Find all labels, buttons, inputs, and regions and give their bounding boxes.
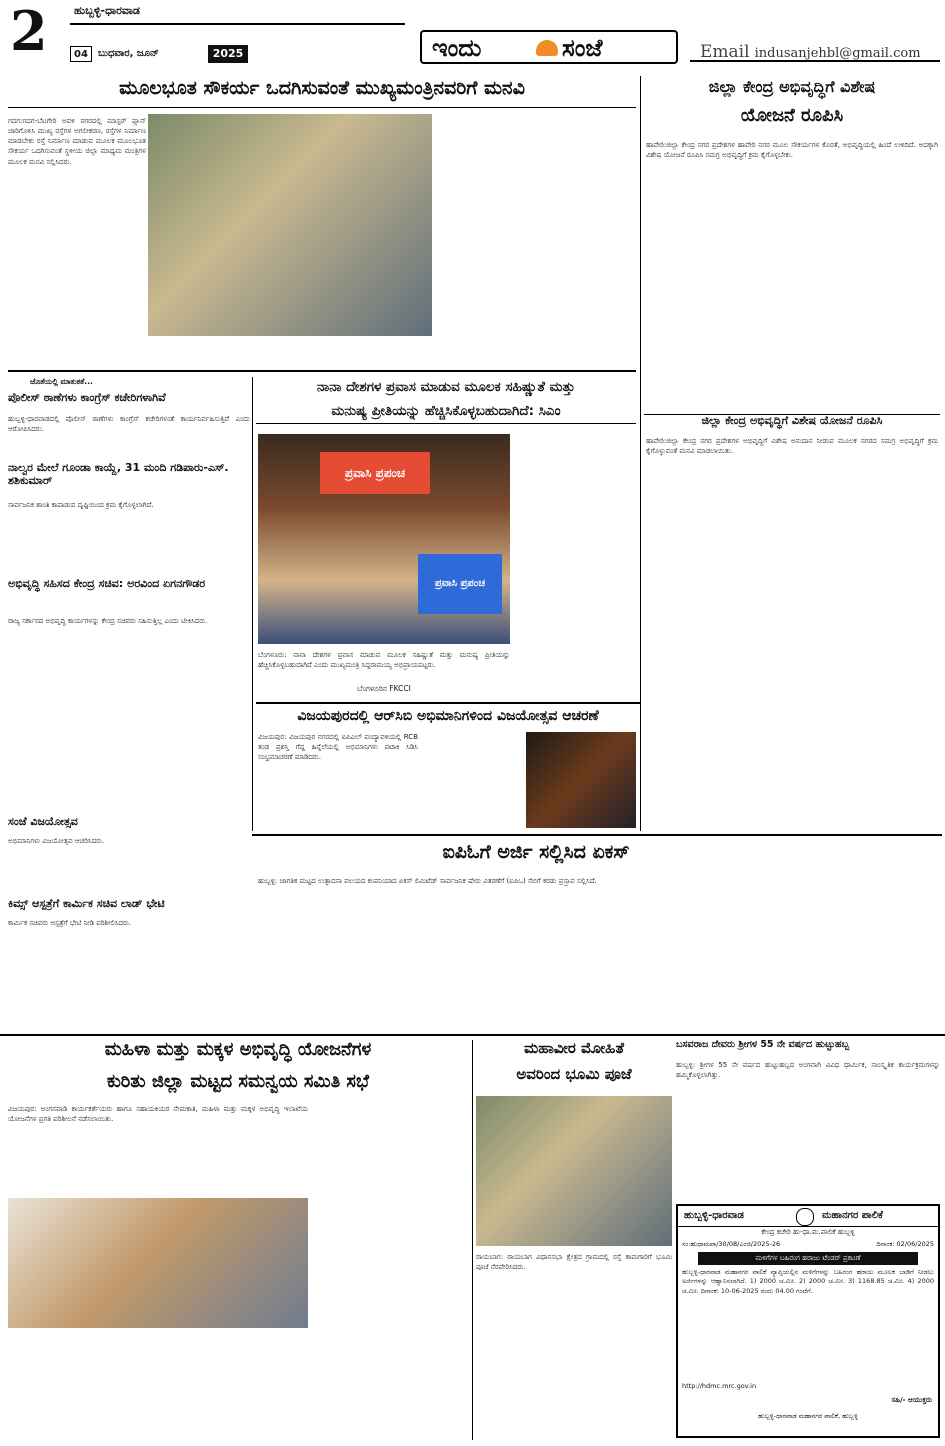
horizontal-rule-mid <box>252 834 942 836</box>
article6-headline-2: ಕುರಿತು ಜಿಲ್ಲಾ ಮಟ್ಟದ ಸಮನ್ವಯ ಸಮಿತಿ ಸಭೆ <box>106 1072 370 1092</box>
article2-headline-1: ಜಿಲ್ಲಾ ಕೇಂದ್ರ ಅಭಿವೃದ್ಧಿಗೆ ವಿಶೇಷ <box>708 78 876 96</box>
article1-headline: ಮೂಲಭೂತ ಸೌಕರ್ಯ ಒದಗಿಸುವಂತೆ ಮುಖ್ಯಮಂತ್ರಿನವರಿಗೆ ಮನವಿ <box>8 78 636 108</box>
vertical-rule-left <box>252 377 253 831</box>
article3-headline-2: ಮನುಷ್ಯ ಪ್ರೀತಿಯನ್ನು ಹೆಚ್ಚಿಸಿಕೊಳ್ಳಬಹುದಾಗಿದೆ: ಸಿಎಂ <box>256 404 636 424</box>
year-label: 2025 <box>208 45 248 63</box>
article8-body: ಹುಬ್ಬಳ್ಳಿ: ಶ್ರೀಗಳ 55 ನೇ ವರ್ಷದ ಹುಟ್ಟುಹಬ್ಬದ ಅಂಗವಾಗಿ ವಿವಿಧ ಧಾರ್ಮಿಕ, ಸಾಂಸ್ಕೃತಿಕ ಕಾರ್ಯಕ್ರಮಗಳನ್ನು ಹಮ್ಮಿಕೊಳ್ಳಲಾಗಿತ್ತು. <box>676 1061 940 1080</box>
brief-2-body: ಸಾರ್ವಜನಿಕ ಶಾಂತಿ ಕಾಪಾಡುವ ದೃಷ್ಟಿಯಿಂದ ಕ್ರಮ ಕೈಗೊಳ್ಳಲಾಗಿದೆ. <box>8 501 154 509</box>
email-label: Email <box>700 42 750 62</box>
notice-title-bar <box>678 1206 938 1227</box>
article4-col-2 <box>422 732 522 828</box>
article4-headline: ವಿಜಯಪುರದಲ್ಲಿ ಆರ್‌ಸಿಬಿ ಅಭಿಮಾನಿಗಳಿಂದ ವಿಜಯೋತ್ಸವ ಆಚರಣೆ <box>256 702 640 728</box>
tender-notice <box>676 1204 940 1438</box>
article3-caption: ಬೆಂಗಳೂರಿನ FKCCI <box>357 684 411 693</box>
article2-body: ಹಾವೇರಿ:ಜಿಲ್ಲಾ ಕೇಂದ್ರ ನಗರ ಪ್ರದೇಶಗಳ ಹಾವೇರಿ ನಗರ ಮೂಲ ಸೌಕರ್ಯಗಳ ಕೊರತೆ, ಅಭಿವೃದ್ಧಿಯಲ್ಲಿ ಹಿಂದೆ ಉಳಿದಿದೆ. ಅದಕ್ಕಾಗಿ ವಿಶೇಷ ಯೋಜನೆ ರೂಪಿಸಿ ಸಮಗ್ರ ಅಭಿವೃದ್ಧಿಗೆ ಕ್ರಮ ಕೈಗೊಳ್ಳಬೇಕು. <box>646 141 938 160</box>
article7-headline-2: ಅವರಿಂದ ಭೂಮಿ ಪೂಜೆ <box>516 1066 632 1083</box>
article2b-body: ಹಾವೇರಿ:ಜಿಲ್ಲಾ ಕೇಂದ್ರ ನಗರ ಪ್ರದೇಶಗಳ ಅಭಿವೃದ್ಧಿಗೆ ವಿಶೇಷ ಅನುದಾನ ನೀಡುವ ಮೂಲಕ ನಗರದ ಸಮಗ್ರ ಅಭಿವೃದ್ಧಿಗೆ ಕ್ರಮ ಕೈಗೊಳ್ಳುವಂತೆ ಮನವಿ ಮಾಡಲಾಯಿತು. <box>646 437 938 456</box>
article4-body: ವಿಜಯಪುರ: ವಿಜಯಪುರ ನಗರದಲ್ಲಿ ಐಪಿಎಲ್ ಪಂದ್ಯಾವಳಿಯಲ್ಲಿ RCB ತಂಡ ಪ್ರಶಸ್ತಿ ಗೆದ್ದ ಹಿನ್ನೆಲೆಯಲ್ಲಿ ಅಭಿಮಾನಿಗಳು ಪಟಾಕಿ ಸಿಡಿಸಿ ಸಂಭ್ರಮಾಚರಣೆ ಮಾಡಿದರು. <box>258 733 418 762</box>
article3-headline-1: ನಾನಾ ದೇಶಗಳ ಪ್ರವಾಸ ಮಾಡುವ ಮೂಲಕ ಸಹಿಷ್ಣುತೆ ಮತ್ತು <box>316 380 576 395</box>
brief-4-body: ಅಭಿಮಾನಿಗಳು ವಿಜಯೋತ್ಸವ ಆಚರಿಸಿದರು. <box>8 837 105 845</box>
edition-number: 04 <box>70 46 92 62</box>
article3-col-right <box>514 434 636 696</box>
brief-5-body: ಕಾರ್ಮಿಕ ಸಚಿವರು ಆಸ್ಪತ್ರೆಗೆ ಭೇಟಿ ನೀಡಿ ಪರಿಶೀಲಿಸಿದರು. <box>8 919 132 927</box>
notice-title-right: ಮಹಾನಗರ ಪಾಲಿಕೆ <box>822 1210 883 1221</box>
article6-headline-1: ಮಹಿಳಾ ಮತ್ತು ಮಕ್ಕಳ ಅಭಿವೃದ್ಧಿ ಯೋಜನೆಗಳ <box>104 1040 372 1060</box>
section-label: ಜೊತೆಯಲ್ಲಿ ಮಾತುಕತೆ... <box>30 377 93 386</box>
notice-title-left: ಹುಬ್ಬಳ್ಳಿ-ಧಾರವಾಡ <box>684 1210 744 1221</box>
cm-speech-photo <box>258 434 510 644</box>
notice-website[interactable]: http://hdmc.mrc.gov.in <box>682 1382 757 1390</box>
brief-2-headline: ನಾಲ್ವರ ಮೇಲೆ ಗೂಂಡಾ ಕಾಯ್ದೆ, 31 ಮಂದಿ ಗಡಿಪಾರು-ಎಸ್. ಶಶಿಕುಮಾರ್ <box>8 462 229 487</box>
notice-ref: ಸಂ:ಹುಧಾಮಪಾ/30/08/ಎಂಜಿ/2025-26 <box>682 1240 781 1248</box>
paper-logo <box>420 30 678 64</box>
stage-banner-text: ಪ್ರವಾಸಿ ಪ್ರಪಂಚ <box>344 466 406 480</box>
article1-bottom-cols <box>8 338 636 372</box>
stage-banner <box>320 452 430 494</box>
horizontal-rule-lower <box>0 1034 945 1036</box>
notice-heading: ಮಳಿಗೆಗಳ ಬಹಿರಂಗ ಹರಾಜು ಟೆಂಡರ್ ಪ್ರಕಟಣೆ <box>698 1252 918 1265</box>
article7-headline-1: ಮಹಾವೀರ ಮೋಹಿತೆ <box>523 1040 625 1057</box>
podium-banner <box>418 554 502 614</box>
brief-4-headline: ಸಂಜೆ ವಿಜಯೋತ್ಸವ <box>8 816 78 828</box>
brief-1-headline: ಪೊಲೀಸ್ ಠಾಣೆಗಳು ಕಾಂಗ್ರೆಸ್ ಕಚೇರಿಗಳಾಗಿವೆ <box>8 392 166 404</box>
article2b-headline: ಜಿಲ್ಲಾ ಕೇಂದ್ರ ಅಭಿವೃದ್ಧಿಗೆ ವಿಶೇಷ ಯೋಜನೆ ರೂಪಿಸಿ <box>644 414 940 432</box>
email-address: indusanjehbl@gmail.com <box>754 46 921 61</box>
date-label: ಬುಧವಾರ, ಜೂನ್ <box>98 48 159 59</box>
notice-footer: ಹುಬ್ಬಳ್ಳಿ-ಧಾರವಾಡ ಮಹಾನಗರ ಪಾಲಿಕೆ, ಹುಬ್ಬಳ್ಳಿ <box>758 1412 858 1420</box>
article7-body: ರಾಯಬಾಗ: ರಾಯಬಾಗ ವಿಧಾನಸಭಾ ಕ್ಷೇತ್ರದ ಗ್ರಾಮದಲ್ಲಿ ರಸ್ತೆ ಕಾಮಗಾರಿಗೆ ಭೂಮಿ ಪೂಜೆ ನೆರವೇರಿಸಿದರು. <box>476 1253 672 1272</box>
article5-headline: ಐಪಿಓಗೆ ಅರ್ಜಿ ಸಲ್ಲಿಸಿದ ಏಕಸ್ <box>442 842 630 863</box>
page-number: 2 <box>10 4 48 58</box>
committee-meeting-photo <box>8 1198 308 1328</box>
article6-bottom <box>8 1332 468 1438</box>
logo-text-left: ಇಂದು <box>432 34 482 62</box>
article1-lead: ಗದಗ:ಗದಗ-ಬೆಟಗೇರಿ ಅವಳಿ ನಗರದಲ್ಲಿ ಮಾಸ್ಟರ್ ಪ್ಲಾನ್ ಜಾರಿಗೊಳಿಸಿ ಮುಖ್ಯ ರಸ್ತೆಗಳ ಅಗಲೀಕರಣ, ರಸ್ತೆಗಳ ನಿರ್ಮಾಣ ಮಾಡಬೇಕು ರಸ್ತೆ ನಿರ್ಮಾಣ ಮಾಡುವ ಮೂಲಕ ಮೂಲಭೂತ ಸೌಕರ್ಯ ಒದಗಿಸುವಂತೆ ಸ್ಥಳೀಯ ಜಿಲ್ಲಾ ಮಾಧ್ಯಮ ಮಂತ್ರಿಗಳ ಮೂಲಕ ಮನವಿ ಸಲ್ಲಿಸಿದರು. <box>8 117 146 166</box>
notice-signature: ಸಹಿ/- ಆಯುಕ್ತರು <box>891 1396 932 1404</box>
email-block <box>700 42 942 62</box>
notice-subtitle: ಕೇಂದ್ರ ಕಚೇರಿ ಹು-ಧಾ.ಮ.ಪಾಲಿಕೆ ಹುಬ್ಬಳ್ಳಿ <box>761 1228 855 1236</box>
vertical-rule-lower <box>472 1040 473 1440</box>
masthead <box>0 0 945 68</box>
article5-body: ಹುಬ್ಬಳ್ಳಿ: ಜಾಗತಿಕ ಮಟ್ಟದ ಉತ್ಪಾದನಾ ವಲಯದ ಕಂಪನಿಯಾದ ಏಕಸ್ ಲಿಮಿಟೆಡ್ ಸಾರ್ವಜನಿಕ ಷೇರು ವಿತರಣೆಗೆ (ಐಪಿಒ) ಸೆಬಿಗೆ ಕರಡು ಪ್ರಸ್ತಾವ ಸಲ್ಲಿಸಿದೆ. <box>258 877 597 885</box>
celebration-photo <box>526 732 636 828</box>
masthead-rule-left <box>70 23 405 25</box>
brief-3-body: ರಾಜ್ಯ ಸರ್ಕಾರದ ಅಭಿವೃದ್ಧಿ ಕಾರ್ಯಗಳನ್ನು ಕೇಂದ್ರ ಸಚಿವರು ಸಹಿಸುತ್ತಿಲ್ಲ ಎಂದು ಟೀಕಿಸಿದರು. <box>8 617 208 625</box>
emblem-icon <box>796 1208 814 1226</box>
article6-col-2 <box>312 1104 462 1328</box>
vertical-rule-right <box>640 76 641 831</box>
logo-text-right: ಸಂಜೆ <box>562 34 603 62</box>
brief-1-body: ಹುಬ್ಬಳ್ಳಿ-ಧಾರವಾಡದಲ್ಲಿ ಪೊಲೀಸ್ ಠಾಣೆಗಳು ಕಾಂಗ್ರೆಸ್ ಕಚೇರಿಗಳಂತೆ ಕಾರ್ಯನಿರ್ವಹಿಸುತ್ತಿವೆ ಎಂದು ಆರೋಪಿಸಿದರು. <box>8 415 250 434</box>
podium-banner-text: ಪ್ರವಾಸಿ ಪ್ರಪಂಚ <box>434 578 486 589</box>
bhoomi-pooja-photo <box>476 1096 672 1246</box>
article3-body: ಬೆಂಗಳೂರು: ನಾನಾ ದೇಶಗಳ ಪ್ರವಾಸ ಮಾಡುವ ಮೂಲಕ ಸಹಿಷ್ಣುತೆ ಮತ್ತು ಮನುಷ್ಯ ಪ್ರೀತಿಯನ್ನು ಹೆಚ್ಚಿಸಿಕೊಳ್ಳಬಹುದಾಗಿದೆ ಎಂದು ಮುಖ್ಯಮಂತ್ರಿ ಸಿದ್ದರಾಮಯ್ಯ ಅಭಿಪ್ರಾಯಪಟ್ಟರು. <box>258 651 510 670</box>
notice-body: ಹುಬ್ಬಳ್ಳಿ-ಧಾರವಾಡ ಮಹಾನಗರ ಪಾಲಿಕೆ ವ್ಯಾಪ್ತಿಯಲ್ಲಿನ ಮಳಿಗೆಗಳನ್ನು ಬಹಿರಂಗ ಹರಾಜು ಮೂಲಕ ಬಾಡಿಗೆ ನೀಡಲು ಅರ್ಜಿಗಳನ್ನು ಆಹ್ವಾನಿಸಲಾಗಿದೆ. 1) 2000 ಚ.ಮೀ. 2) 2000 ಚ.ಮೀ. 3) 1168.85 ಚ.ಮೀ. 4) 2000 ಚ.ಮೀ. ದಿನಾಂಕ: 10-06-2025 ರಂದು 04.00 ಗಂಟೆಗೆ. <box>682 1268 934 1295</box>
brief-3-headline: ಅಭಿವೃದ್ಧಿ ಸಹಿಸದ ಕೇಂದ್ರ ಸಚಿವ: ಅರವಿಂದ ಏಗನಗೌಡರ <box>8 578 206 590</box>
place-label: ಹುಬ್ಬಳ್ಳಿ-ಧಾರವಾಡ <box>74 4 140 17</box>
article6-body: ವಿಜಯಪುರ: ಅಂಗನವಾಡಿ ಕಾರ್ಯಕರ್ತೆಯರು ಹಾಗೂ ಸಹಾಯಕಿಯರ ನೇಮಕಾತಿ, ಮಹಿಳಾ ಮತ್ತು ಮಕ್ಕಳ ಅಭಿವೃದ್ಧಿ ಇಲಾಖೆಯ ಯೋಜನೆಗಳ ಪ್ರಗತಿ ಪರಿಶೀಲನೆ ನಡೆಸಲಾಯಿತು. <box>8 1105 308 1124</box>
notice-date: ದಿನಾಂಕ: 02/06/2025 <box>876 1240 934 1248</box>
article2-headline-2: ಯೋಜನೆ ರೂಪಿಸಿ <box>740 106 844 126</box>
cm-memorandum-photo <box>148 114 432 336</box>
article8-headline: ಬಸವರಾಜ ದೇವರು ಶ್ರೀಗಳ 55 ನೇ ವರ್ಷದ ಹುಟ್ಟುಹಬ್ಬ <box>676 1040 850 1050</box>
article1-col-3 <box>436 116 636 336</box>
sun-icon <box>536 40 558 56</box>
brief-5-headline: ಕಿಮ್ಸ್ ಆಸ್ಪತ್ರೆಗೆ ಕಾರ್ಮಿಕ ಸಚಿವ ಲಾಡ್ ಭೇಟಿ <box>8 898 165 910</box>
